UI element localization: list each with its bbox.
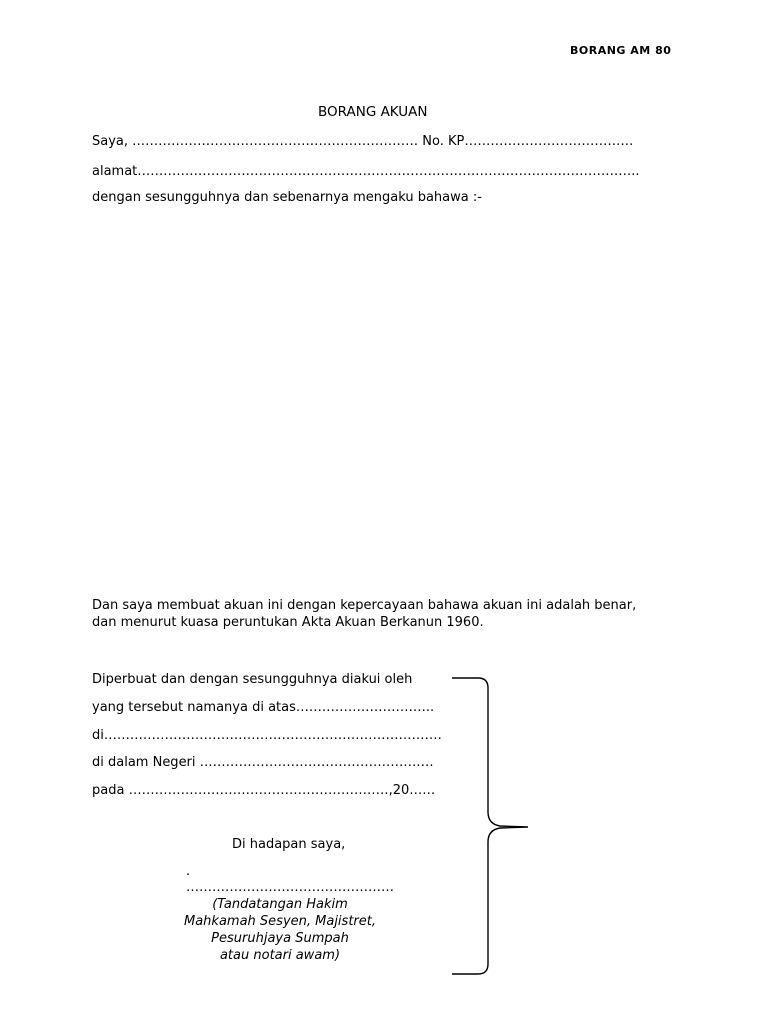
- signature-line: …………………………………………: [186, 880, 394, 895]
- page-title: BORANG AKUAN: [318, 104, 428, 120]
- alamat-line: alamat……………………………………………………………………………………………………..: [92, 164, 640, 179]
- curly-brace: [448, 672, 538, 982]
- attest-line-4: di dalam Negeri ………………………………………………: [92, 755, 434, 770]
- caption-line-2: Mahkamah Sesyen, Majistret,: [184, 914, 376, 929]
- statement-line-2: dan menurut kuasa peruntukan Akta Akuan Berkanun 1960.: [92, 615, 484, 630]
- statement-line-1: Dan saya membuat akuan ini dengan kepercayaan bahawa akuan ini adalah benar,: [92, 598, 637, 613]
- caption-line-4: atau notari awam): [219, 948, 341, 963]
- saya-line: Saya, ………………………………………………………… No. KP…………………………………: [92, 134, 634, 149]
- attest-line-2: yang tersebut namanya di atas…………………………..: [92, 700, 435, 715]
- caption-line-1: (Tandatangan Hakim: [212, 897, 348, 912]
- attest-line-1: Diperbuat dan dengan sesungguhnya diakui oleh: [92, 672, 413, 687]
- witness-dot: .: [186, 864, 191, 879]
- caption-line-3: Pesuruhjaya Sumpah: [211, 931, 349, 946]
- attest-line-3: di……………………………………………………………………: [92, 728, 442, 743]
- signature-caption: [160, 896, 400, 964]
- witness-before: Di hadapan saya,: [232, 837, 346, 852]
- form-code: BORANG AM 80: [570, 44, 672, 57]
- declaration-line: dengan sesungguhnya dan sebenarnya mengaku bahawa :-: [92, 190, 482, 205]
- attest-line-5: pada ……………………………………………………,20……: [92, 783, 436, 798]
